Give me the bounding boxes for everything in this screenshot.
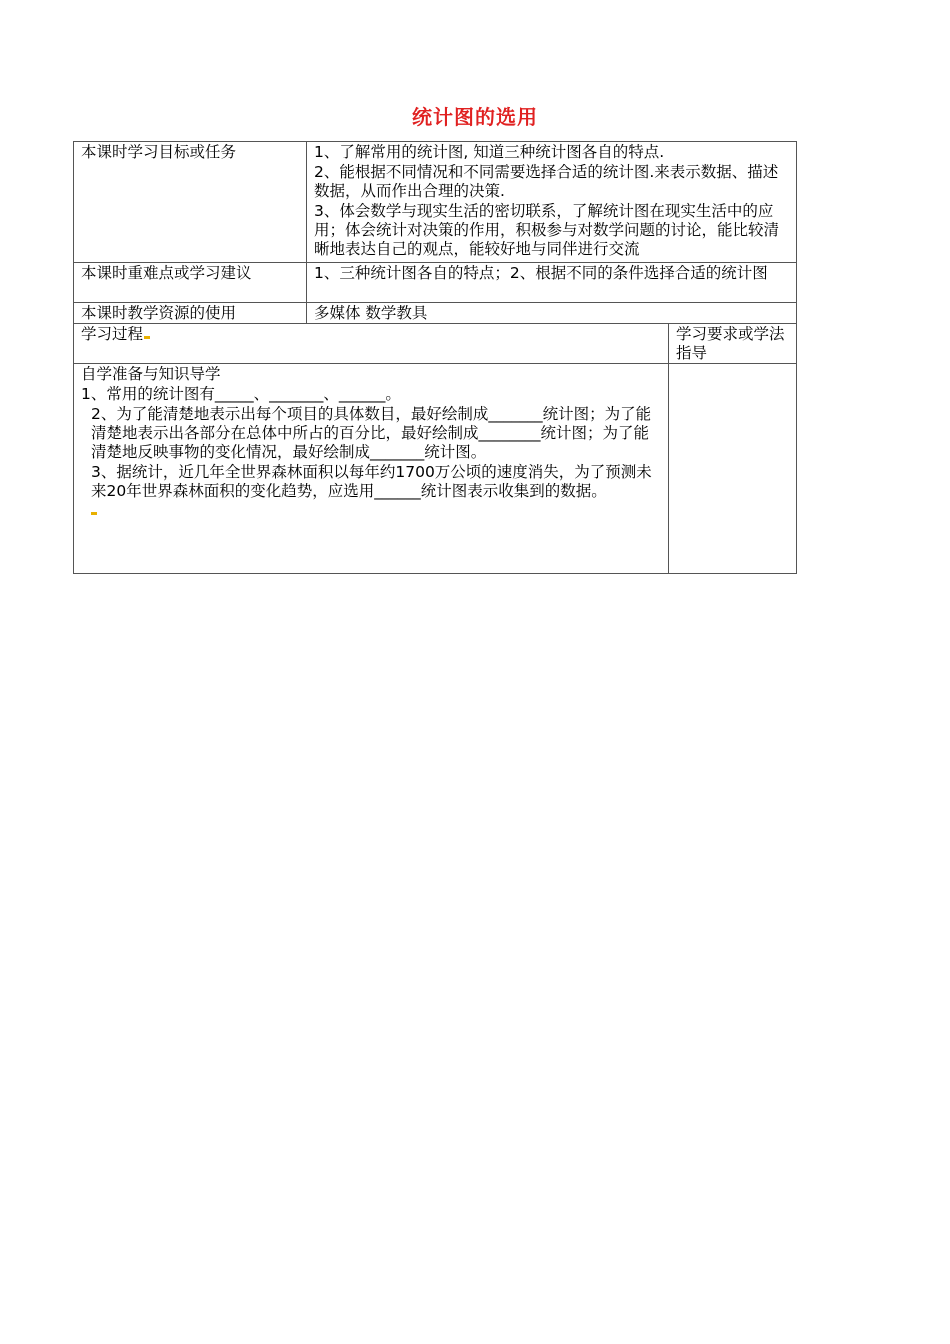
key-points-line: 1、三种统计图各自的特点；2、根据不同的条件选择合适的统计图: [314, 264, 768, 282]
resources-content: 多媒体 数学教具: [307, 303, 797, 324]
process-header-text: 学习过程: [81, 325, 144, 343]
process-header: [74, 324, 669, 364]
self-study-content: [74, 364, 669, 574]
objective-line: 2、能根据不同情况和不同需要选择合适的统计图.来表示数据、描述数据，从而作出合理的决策.: [314, 163, 779, 200]
table-row-resources: [74, 303, 797, 324]
question-3: 3、据统计，近几年全世界森林面积以每年约1700万公顷的速度消失，为了预测未来20年世界森林面积的变化趋势，应选用______统计图表示收集到的数据。: [91, 463, 652, 500]
objective-line: 1、了解常用的统计图, 知道三种统计图各自的特点.: [314, 143, 665, 161]
table-row-process-header: [74, 324, 797, 364]
table-row-self-study: [74, 364, 797, 574]
revision-mark: [144, 336, 150, 339]
guide-header: 学习要求或学法指导: [669, 324, 797, 364]
objectives-label: 本课时学习目标或任务: [74, 142, 307, 263]
resources-label: 本课时教学资源的使用: [74, 303, 307, 324]
objectives-content: [307, 142, 797, 263]
table-row-objectives: [74, 142, 797, 263]
question-2: 2、为了能清楚地表示出每个项目的具体数目，最好绘制成_______统计图；为了能清楚地表示出各部分在总体中所占的百分比，最好绘制成________统计图；为了能清楚地反映事物的变化情况，最好绘制成_______统计图。: [91, 405, 652, 461]
key-points-content: [307, 263, 797, 303]
lesson-plan-table: [73, 141, 797, 574]
page-title: 统计图的选用: [412, 105, 538, 129]
key-points-label: 本课时重难点或学习建议: [74, 263, 307, 303]
question-1: 1、常用的统计图有_____、_______、______。: [81, 385, 401, 403]
guide-content: [669, 364, 797, 574]
table-row-key-points: [74, 263, 797, 303]
objective-line: 3、体会数学与现实生活的密切联系，了解统计图在现实生活中的应用；体会统计对决策的作用，积极参与对数学问题的讨论，能比较清晰地表达自己的观点，能较好地与同伴进行交流: [314, 202, 780, 258]
revision-mark: [91, 512, 97, 515]
section-title: 自学准备与知识导学: [81, 365, 221, 383]
